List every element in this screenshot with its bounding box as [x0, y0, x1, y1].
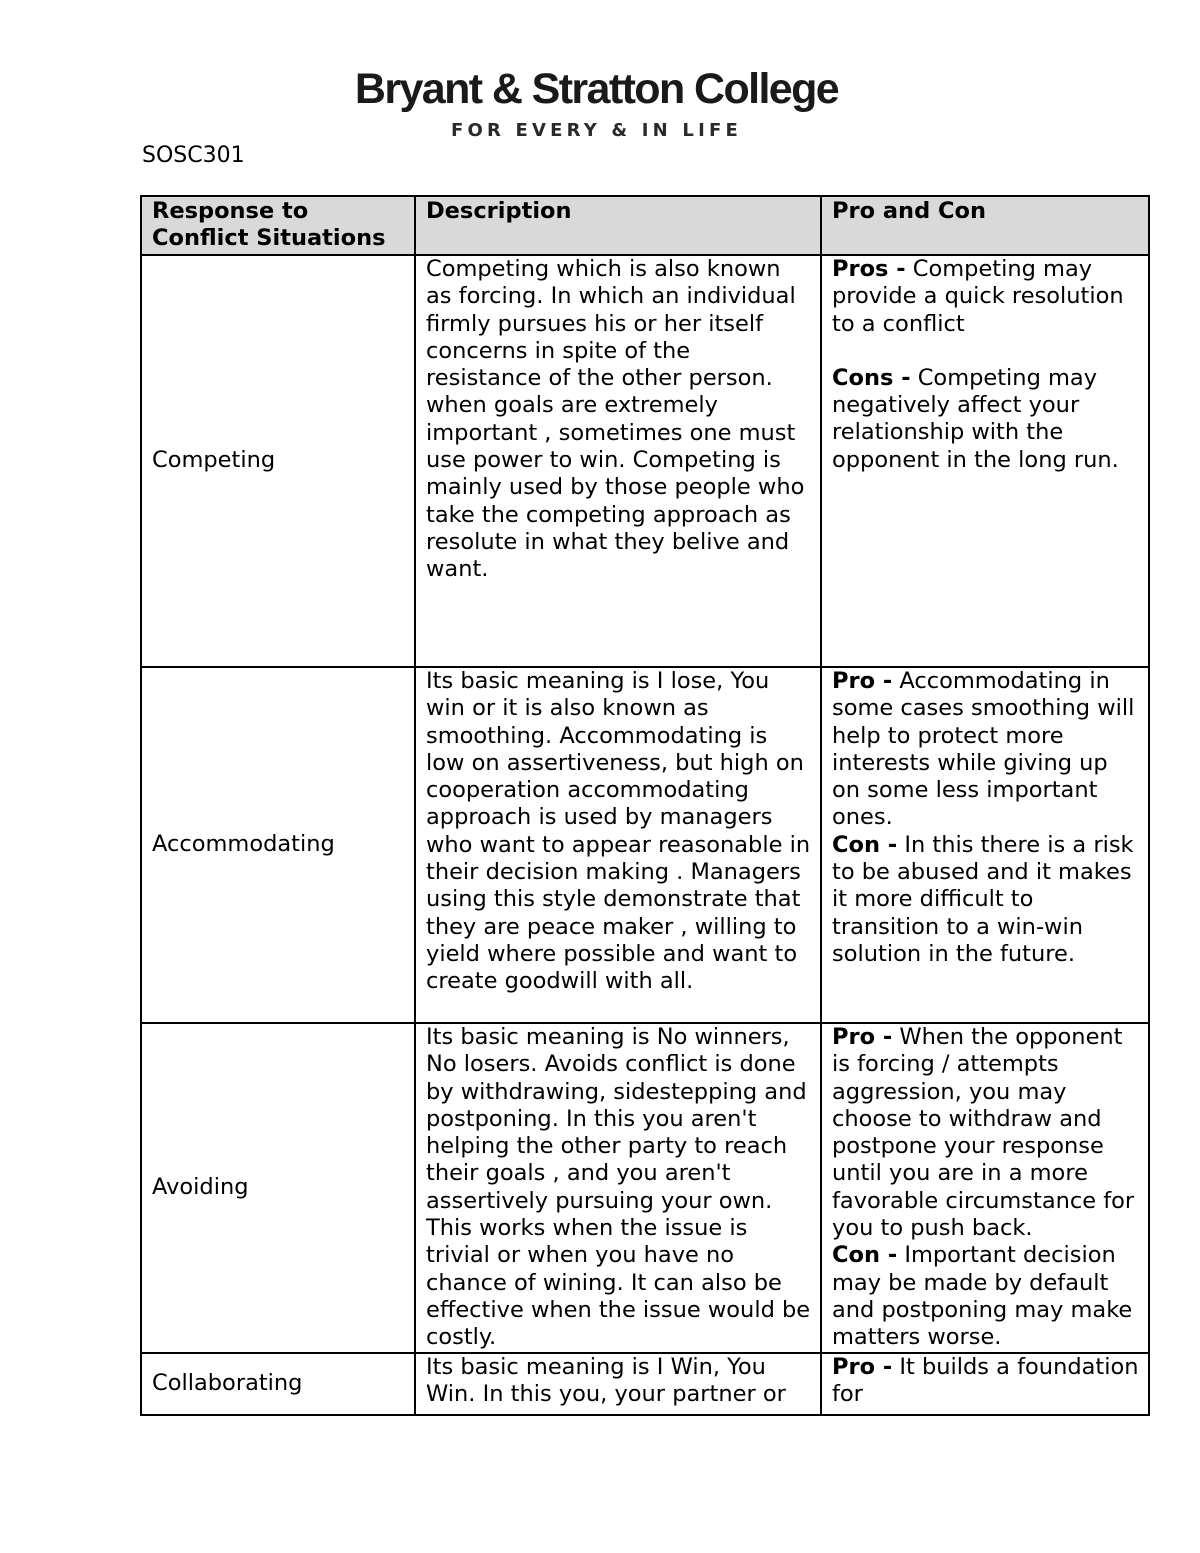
table-row-avoiding — [141, 1023, 1149, 1353]
pro-label: Pro - — [832, 668, 893, 694]
response-cell: Accommodating — [141, 667, 415, 1023]
con-label: Cons - — [832, 364, 911, 391]
logo-name: Bryant & Stratton College — [354, 65, 839, 113]
pro-label: Pro - — [832, 1353, 893, 1380]
logo-tagline: FOR EVERY & IN LIFE — [451, 120, 742, 141]
description-cell: Competing which is also known as forcing. In which an individual firmly pursues his or her itself concerns in spite of the resistance of the other person. when goals are extremely important , sometimes one must use power to win. Competing is mainly used by those people who take the competing approach as resolute in what they belive and want. — [415, 255, 821, 667]
response-cell: Collaborating — [141, 1353, 415, 1415]
pro-text — [832, 668, 1140, 832]
description-cell: Its basic meaning is No winners, No losers. Avoids conflict is done by withdrawing, sidestepping and postponing. In this you aren't helping the other party to reach their goals , and you aren't assertively pursuing your own. This works when the issue is trivial or when you have no chance of wining. It can also be effective when the issue would be costly. — [415, 1023, 821, 1353]
con-text — [832, 1242, 1140, 1351]
pro-body: It builds a foundation for — [832, 1353, 1139, 1407]
pro-label: Pros - — [832, 256, 906, 282]
table-row-collaborating — [141, 1353, 1149, 1415]
con-text — [832, 832, 1140, 968]
pro-label: Pro - — [832, 1024, 893, 1050]
con-body: Important decision may be made by default and postponing may make matters worse. — [832, 1242, 1133, 1351]
pro-con-cell — [821, 1353, 1149, 1415]
course-code: SOSC301 — [142, 143, 245, 168]
response-cell: Avoiding — [141, 1023, 415, 1353]
pro-con-cell — [821, 255, 1149, 667]
column-header-description: Description — [415, 196, 821, 255]
pro-body: When the opponent is forcing / attempts aggression, you may choose to withdraw and postpone your response until you are in a more favorable circumstance for you to push back. — [832, 1024, 1135, 1242]
college-logo — [0, 64, 1193, 143]
table-header-row — [141, 196, 1149, 255]
pro-body: Competing may provide a quick resolution to a conflict — [832, 256, 1124, 337]
pro-text — [832, 1024, 1140, 1242]
column-header-response: Response to Conflict Situations — [141, 196, 415, 255]
pro-con-cell — [821, 1023, 1149, 1353]
con-text — [832, 365, 1140, 474]
conflict-response-table — [140, 195, 1150, 1416]
spacer — [832, 338, 1140, 365]
con-body: Competing may negatively affect your relationship with the opponent in the long run. — [832, 364, 1119, 473]
response-cell: Competing — [141, 255, 415, 667]
table-row-competing — [141, 255, 1149, 667]
description-cell: Its basic meaning is I lose, You win or it is also known as smoothing. Accommodating is low on assertiveness, but high on cooperation accommodating approach is used by managers who want to appear reasonable in their decision making . Managers using this style demonstrate that they are peace maker , willing to yield where possible and want to create goodwill with all. — [415, 667, 821, 1023]
con-label: Con - — [832, 1242, 898, 1269]
description-cell: Its basic meaning is I Win, You Win. In this you, your partner or — [415, 1353, 821, 1415]
pro-text — [832, 1354, 1140, 1409]
column-header-pro-con: Pro and Con — [821, 196, 1149, 255]
pro-con-cell — [821, 667, 1149, 1023]
pro-text — [832, 256, 1140, 338]
con-body: In this there is a risk to be abused and it makes it more difficult to transition to a win-win solution in the future. — [832, 831, 1134, 967]
table-row-accommodating — [141, 667, 1149, 1023]
pro-body: Accommodating in some cases smoothing will help to protect more interests while giving up on some less important ones. — [832, 668, 1135, 831]
con-label: Con - — [832, 831, 898, 858]
